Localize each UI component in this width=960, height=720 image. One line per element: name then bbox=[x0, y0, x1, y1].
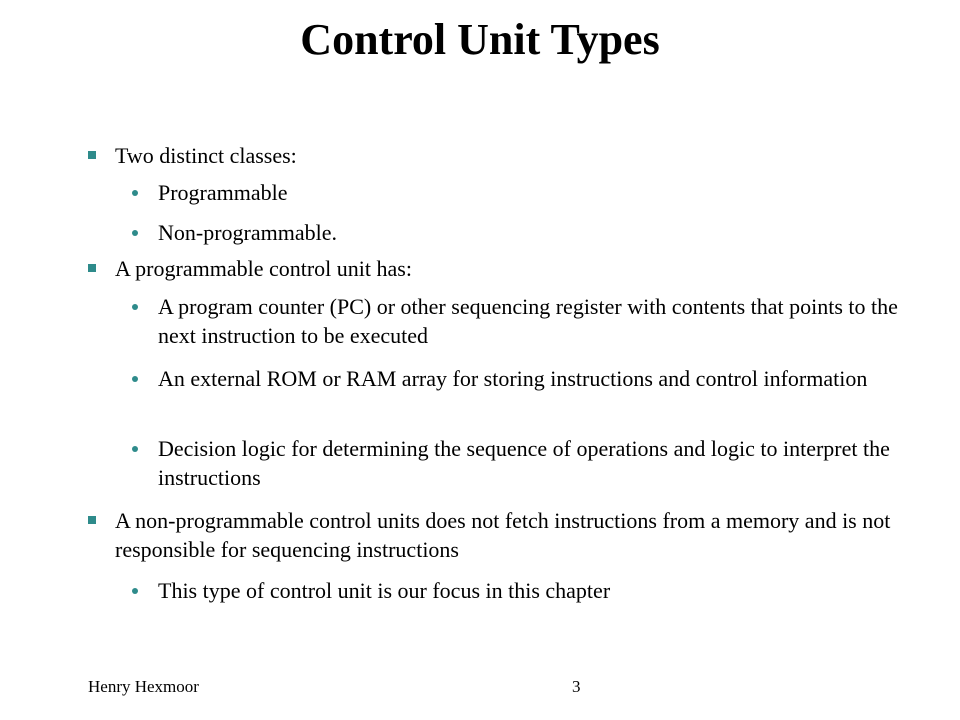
dot-bullet-icon bbox=[132, 190, 138, 196]
sub-bullet-text: An external ROM or RAM array for storing instructions and control information bbox=[158, 366, 868, 391]
footer-author: Henry Hexmoor bbox=[88, 677, 199, 696]
bullet-text: Two distinct classes: bbox=[115, 143, 297, 168]
sub-bullet-text: Decision logic for determining the sequence of operations and logic to interpret the instructions bbox=[158, 436, 890, 490]
bullet-text: A non-programmable control units does not fetch instructions from a memory and is not responsible for sequencing instructions bbox=[115, 508, 891, 562]
dot-bullet-icon bbox=[132, 446, 138, 452]
footer-page-number: 3 bbox=[572, 677, 581, 696]
dot-bullet-icon bbox=[132, 304, 138, 310]
dot-bullet-icon bbox=[132, 588, 138, 594]
dot-bullet-icon bbox=[132, 376, 138, 382]
sub-bullet-text: This type of control unit is our focus in this chapter bbox=[158, 578, 611, 603]
square-bullet-icon bbox=[88, 516, 96, 524]
slide-title: Control Unit Types bbox=[300, 15, 660, 64]
sub-bullet-text: Programmable bbox=[158, 180, 288, 205]
sub-bullet-text: A program counter (PC) or other sequencing register with contents that points to the next instruction to be executed bbox=[158, 294, 898, 348]
square-bullet-icon bbox=[88, 151, 96, 159]
dot-bullet-icon bbox=[132, 230, 138, 236]
square-bullet-icon bbox=[88, 264, 96, 272]
bullet-text: A programmable control unit has: bbox=[115, 256, 412, 281]
sub-bullet-text: Non-programmable. bbox=[158, 220, 337, 245]
